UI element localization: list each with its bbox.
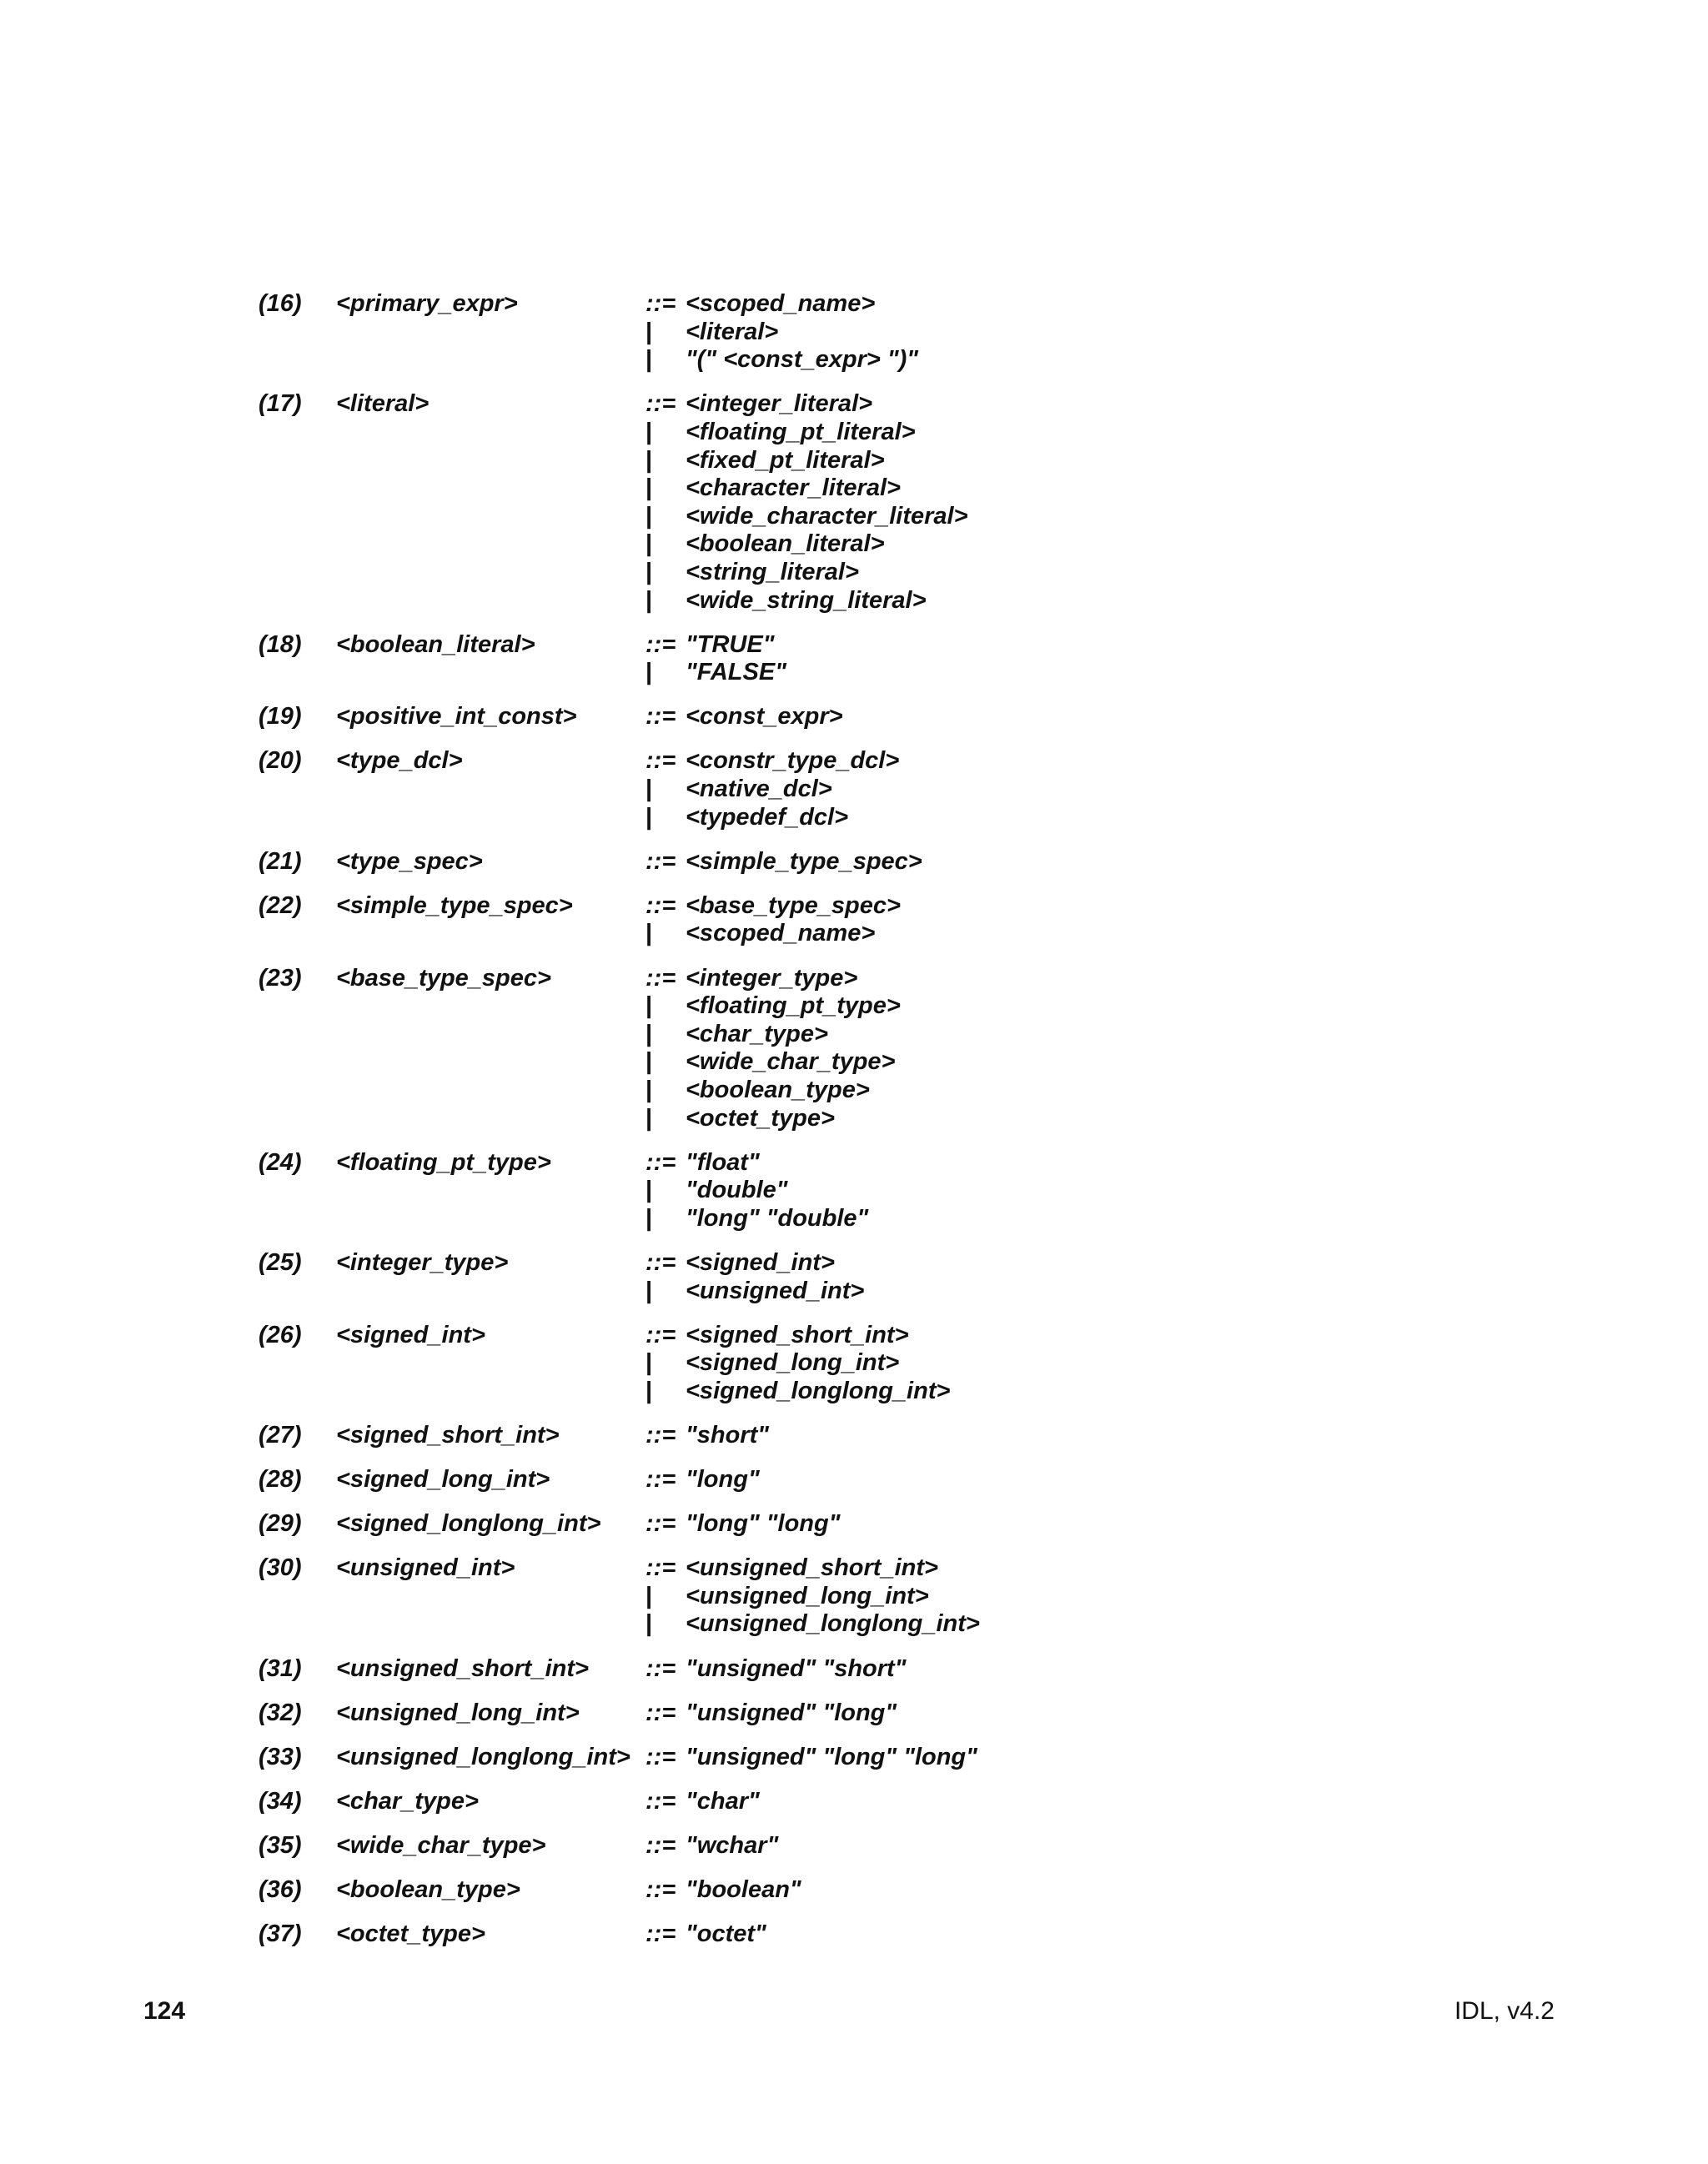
rule-number: (21) [259, 847, 302, 875]
rule-alternative: <floating_pt_literal> [686, 418, 916, 445]
define-operator: ::= [646, 1321, 676, 1348]
rule-alternative: <integer_literal> [686, 390, 873, 418]
alternative-bar: | [646, 776, 653, 802]
rule-alternative: "unsigned" "short" [686, 1654, 907, 1682]
rule-name: <signed_short_int> [336, 1421, 560, 1449]
alternative-bar: | [646, 1048, 653, 1076]
rule-name: <base_type_spec> [336, 964, 551, 992]
alternative-bar: | [646, 346, 653, 374]
rule-name: <signed_long_int> [336, 1466, 550, 1493]
rule-alternative: "short" [686, 1421, 769, 1449]
define-operator: ::= [646, 964, 676, 992]
rule-alternative: <native_dcl> [686, 776, 832, 802]
rule-alternative: <boolean_literal> [686, 530, 885, 558]
alternative-bar: | [646, 474, 653, 502]
rule-number: (29) [259, 1510, 302, 1538]
alternative-bar: | [646, 1610, 653, 1638]
rule-alternative: <char_type> [686, 1020, 828, 1047]
rule-alternative: "wchar" [686, 1831, 779, 1859]
rule-alternative: "long" "double" [686, 1204, 869, 1232]
rule-name: <type_dcl> [336, 747, 463, 775]
rule-alternative: <base_type_spec> [686, 891, 901, 919]
rule-alternative: <scoped_name> [686, 920, 876, 947]
rule-number: (26) [259, 1321, 302, 1348]
alternative-bar: | [646, 1349, 653, 1377]
define-operator: ::= [646, 1876, 676, 1903]
alternative-bar: | [646, 659, 653, 686]
rule-alternative: "FALSE" [686, 659, 786, 686]
rule-alternative: "long" "long" [686, 1510, 841, 1538]
rule-alternative: <simple_type_spec> [686, 847, 922, 875]
rule-name: <boolean_type> [336, 1876, 520, 1903]
rule-alternative: <string_literal> [686, 558, 859, 585]
rule-alternative: <octet_type> [686, 1104, 835, 1132]
rule-alternative: "char" [686, 1787, 760, 1815]
rule-alternative: "boolean" [686, 1876, 801, 1903]
alternative-bar: | [646, 418, 653, 445]
rule-name: <simple_type_spec> [336, 891, 573, 919]
rule-alternative: <signed_long_int> [686, 1349, 900, 1377]
define-operator: ::= [646, 1421, 676, 1449]
rule-alternative: <wide_char_type> [686, 1048, 896, 1076]
rule-alternative: "float" [686, 1148, 760, 1176]
rule-alternative: "TRUE" [686, 630, 775, 658]
define-operator: ::= [646, 1148, 676, 1176]
define-operator: ::= [646, 703, 676, 731]
define-operator: ::= [646, 1699, 676, 1726]
rule-alternative: "double" [686, 1177, 788, 1204]
rule-alternative: <wide_string_literal> [686, 586, 927, 614]
rule-number: (30) [259, 1554, 302, 1582]
rule-name: <signed_longlong_int> [336, 1510, 601, 1538]
rule-name: <char_type> [336, 1787, 479, 1815]
alternative-bar: | [646, 1377, 653, 1404]
rule-alternative: <const_expr> [686, 703, 843, 731]
rule-name: <unsigned_longlong_int> [336, 1743, 630, 1770]
define-operator: ::= [646, 1510, 676, 1538]
rule-name: <primary_expr> [336, 290, 518, 317]
alternative-bar: | [646, 1076, 653, 1103]
rule-name: <floating_pt_type> [336, 1148, 551, 1176]
alternative-bar: | [646, 558, 653, 585]
rule-number: (16) [259, 290, 302, 317]
rule-alternative: <constr_type_dcl> [686, 747, 900, 775]
alternative-bar: | [646, 1177, 653, 1204]
rule-alternative: "long" [686, 1466, 760, 1493]
rule-alternative: <unsigned_longlong_int> [686, 1610, 980, 1638]
alternative-bar: | [646, 920, 653, 947]
rule-alternative: <unsigned_int> [686, 1277, 865, 1304]
define-operator: ::= [646, 1787, 676, 1815]
rule-name: <unsigned_int> [336, 1554, 515, 1582]
rule-alternative: <scoped_name> [686, 290, 876, 317]
rule-name: <unsigned_short_int> [336, 1654, 589, 1682]
rule-alternative: "octet" [686, 1920, 766, 1948]
rule-number: (35) [259, 1831, 302, 1859]
rule-name: <boolean_literal> [336, 630, 535, 658]
rule-number: (19) [259, 703, 302, 731]
alternative-bar: | [646, 502, 653, 530]
alternative-bar: | [646, 1104, 653, 1132]
rule-number: (27) [259, 1421, 302, 1449]
alternative-bar: | [646, 1277, 653, 1304]
rule-name: <positive_int_const> [336, 703, 577, 731]
rule-name: <octet_type> [336, 1920, 485, 1948]
rule-number: (28) [259, 1466, 302, 1493]
define-operator: ::= [646, 1920, 676, 1948]
rule-number: (33) [259, 1743, 302, 1770]
rule-alternative: <boolean_type> [686, 1076, 870, 1103]
rule-number: (34) [259, 1787, 302, 1815]
define-operator: ::= [646, 1743, 676, 1770]
rule-alternative: <signed_short_int> [686, 1321, 909, 1348]
alternative-bar: | [646, 530, 653, 558]
define-operator: ::= [646, 1654, 676, 1682]
page-number: 124 [143, 1997, 186, 2025]
rule-number: (17) [259, 390, 302, 418]
alternative-bar: | [646, 1204, 653, 1232]
rule-number: (32) [259, 1699, 302, 1726]
alternative-bar: | [646, 586, 653, 614]
rule-number: (23) [259, 964, 302, 992]
rule-number: (37) [259, 1920, 302, 1948]
rule-alternative: <unsigned_long_int> [686, 1582, 929, 1609]
rule-number: (20) [259, 747, 302, 775]
rule-alternative: "(" <const_expr> ")" [686, 346, 919, 374]
rule-alternative: <fixed_pt_literal> [686, 446, 885, 474]
alternative-bar: | [646, 318, 653, 345]
rule-alternative: "unsigned" "long" [686, 1699, 897, 1726]
alternative-bar: | [646, 446, 653, 474]
rule-alternative: <typedef_dcl> [686, 803, 849, 831]
rule-number: (25) [259, 1248, 302, 1276]
alternative-bar: | [646, 1582, 653, 1609]
define-operator: ::= [646, 630, 676, 658]
rule-alternative: <signed_int> [686, 1248, 835, 1276]
rule-name: <integer_type> [336, 1248, 509, 1276]
define-operator: ::= [646, 290, 676, 317]
document-title: IDL, v4.2 [1454, 1997, 1555, 2025]
rule-name: <wide_char_type> [336, 1831, 546, 1859]
rule-number: (31) [259, 1654, 302, 1682]
define-operator: ::= [646, 1248, 676, 1276]
rule-alternative: <integer_type> [686, 964, 858, 992]
define-operator: ::= [646, 1466, 676, 1493]
rule-alternative: <wide_character_literal> [686, 502, 968, 530]
define-operator: ::= [646, 390, 676, 418]
define-operator: ::= [646, 1831, 676, 1859]
rule-name: <unsigned_long_int> [336, 1699, 580, 1726]
alternative-bar: | [646, 803, 653, 831]
define-operator: ::= [646, 747, 676, 775]
alternative-bar: | [646, 1020, 653, 1047]
rule-number: (36) [259, 1876, 302, 1903]
rule-alternative: <unsigned_short_int> [686, 1554, 938, 1582]
rule-alternative: <character_literal> [686, 474, 901, 502]
rule-alternative: <literal> [686, 318, 779, 345]
rule-alternative: <floating_pt_type> [686, 992, 901, 1020]
alternative-bar: | [646, 992, 653, 1020]
rule-alternative: "unsigned" "long" "long" [686, 1743, 977, 1770]
rule-alternative: <signed_longlong_int> [686, 1377, 951, 1404]
rule-name: <literal> [336, 390, 430, 418]
rule-name: <signed_int> [336, 1321, 485, 1348]
rule-number: (24) [259, 1148, 302, 1176]
define-operator: ::= [646, 891, 676, 919]
define-operator: ::= [646, 1554, 676, 1582]
rule-number: (22) [259, 891, 302, 919]
rule-name: <type_spec> [336, 847, 483, 875]
define-operator: ::= [646, 847, 676, 875]
rule-number: (18) [259, 630, 302, 658]
